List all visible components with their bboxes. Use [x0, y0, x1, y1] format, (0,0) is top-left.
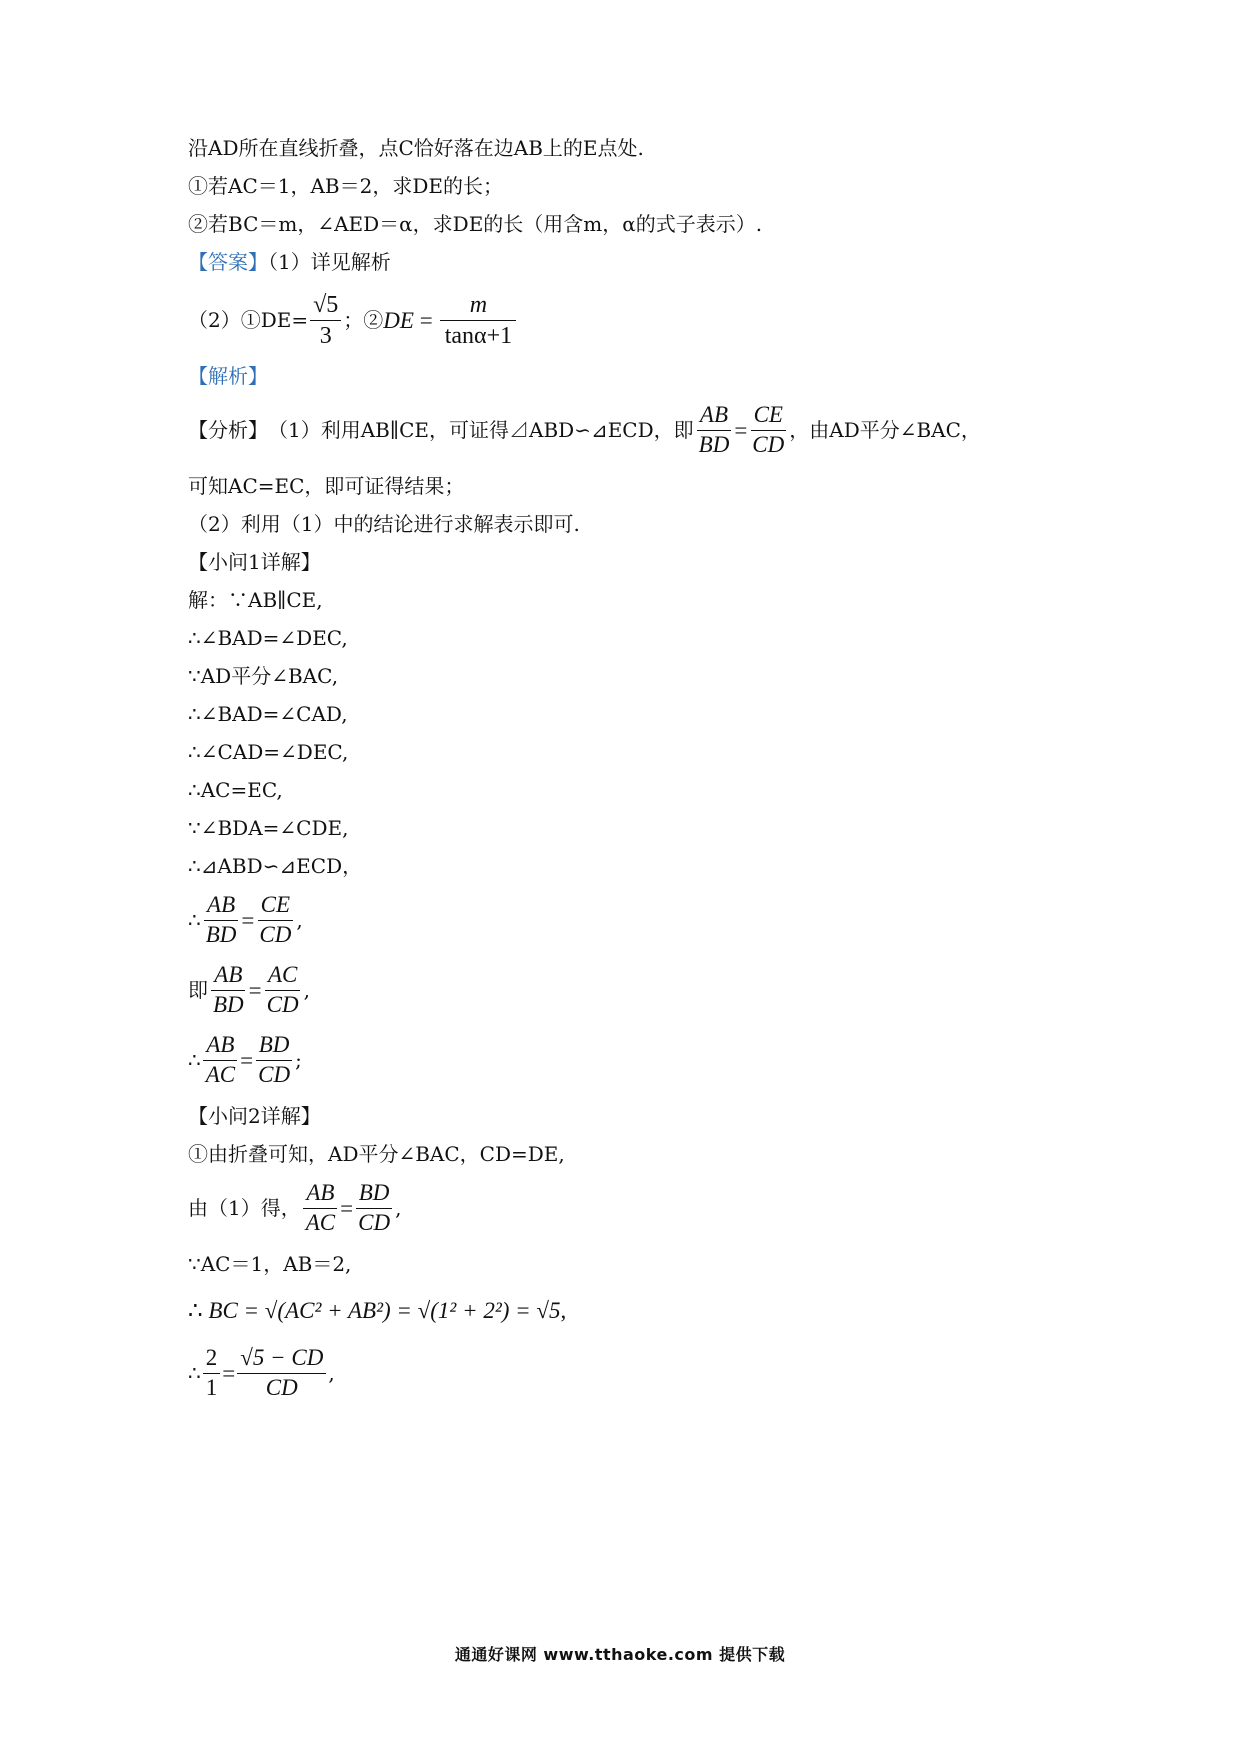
fenxi-row-2: 可知AC=EC，即可证得结果； [188, 474, 465, 498]
therefore-symbol: ∴ [188, 1361, 201, 1385]
fraction-ce-cd [256, 891, 294, 950]
fraction-numerator: 2 [203, 1344, 221, 1374]
fraction-numerator: AC [265, 961, 300, 991]
therefore-symbol: ∴ [188, 908, 201, 932]
step-11: ∴ $\frac{AB}{AC}$ = $\frac{BD}{CD}$ ; [188, 1030, 302, 1090]
step-3: ∵AD平分∠BAC, [188, 664, 339, 688]
fraction-numerator: m [440, 290, 516, 321]
therefore-symbol: ∴ [188, 1297, 203, 1323]
problem-line-2: ①若AC＝1，AB＝2，求DE的长； [188, 174, 503, 198]
fraction-numerator: AB [697, 401, 731, 431]
fraction-denominator: CD [358, 1209, 391, 1235]
step-2-4: ∴ BC = √(AC² + AB²) = √(1² + 2²) = √5 , [188, 1297, 567, 1323]
answer-tag: 【答案】 [188, 250, 268, 274]
fraction-numerator: AB [303, 1179, 337, 1209]
fraction-denominator: CD [259, 921, 292, 947]
problem-line-3: ②若BC＝m，∠AED＝α，求DE的长（用含m，α的式子表示）. [188, 212, 763, 236]
step-4: ∴∠BAD=∠CAD, [188, 702, 348, 726]
fenxi-text-1: （1）利用AB∥CE，可证得⊿ABD∽⊿ECD，即 [268, 418, 694, 442]
step-prefix: 即 [188, 978, 208, 1002]
fraction-numerator: CE [751, 401, 786, 431]
step-7: ∵∠BDA=∠CDE, [188, 816, 349, 840]
fraction-ab-ac [203, 1031, 238, 1090]
fraction-denominator: tanα+1 [444, 322, 513, 349]
answer-row [188, 252, 391, 272]
fraction-numerator: BD [256, 1031, 293, 1061]
answer-part-1: （1）详见解析 [268, 250, 391, 274]
answer-fraction-1 [310, 290, 341, 351]
fenxi-tag: 【分析】 [188, 418, 268, 442]
fraction-denominator: AC [205, 1061, 236, 1087]
fraction-bd-cd [255, 1031, 293, 1090]
fraction-bd-cd [355, 1179, 393, 1238]
fraction-ce-cd [749, 401, 787, 460]
fraction-2-1 [203, 1344, 221, 1403]
fraction-denominator: 3 [319, 322, 332, 349]
page-footer: 通通好课网 www.tthaoke.com 提供下载 [454, 1645, 786, 1664]
answer-row-2: （2）①DE= $\frac{√5}{3}$ ；② DE = $\frac{m}{\tan\alpha+1}$ [188, 292, 518, 348]
fraction-numerator: AB [203, 1031, 237, 1061]
fraction-numerator: √5 − CD [237, 1344, 326, 1374]
q2-title: 【小问2详解】 [188, 1104, 321, 1128]
fraction-ab-bd [210, 961, 247, 1020]
fenxi-text-2: ，由AD平分∠BAC， [789, 418, 981, 442]
fraction-numerator: √5 [310, 290, 341, 321]
fraction-denominator: AC [305, 1209, 336, 1235]
fraction-denominator: 1 [205, 1374, 218, 1400]
bc-formula: BC = √(AC² + AB²) = √(1² + 2²) = √5 [208, 1297, 561, 1323]
fraction-ac-cd [264, 961, 302, 1020]
fraction-ab-bd [696, 401, 733, 460]
fraction-denominator: CD [266, 991, 299, 1017]
step-6: ∴AC=EC, [188, 778, 283, 802]
analysis-tag: 【解析】 [188, 364, 268, 388]
step-2-3: ∵AC＝1，AB＝2, [188, 1252, 352, 1276]
fraction-denominator: CD [265, 1374, 298, 1400]
step-8: ∴⊿ABD∽⊿ECD， [188, 854, 363, 878]
fraction-denominator: BD [698, 431, 730, 457]
answer-part-2-mid: ；② [343, 308, 384, 332]
step-prefix: 由（1）得， [188, 1196, 301, 1220]
answer-fraction-2 [440, 290, 516, 351]
step-2-2: 由（1）得， $\frac{AB}{AC}$ = $\frac{BD}{CD}$ , [188, 1178, 401, 1238]
answer-de-label: DE [383, 307, 414, 333]
fraction-sqrt5-minus-cd [237, 1344, 326, 1403]
fraction-ab-bd [203, 891, 240, 950]
fraction-numerator: CE [258, 891, 293, 921]
fenxi-row-1: 【分析】 （1）利用AB∥CE，可证得⊿ABD∽⊿ECD，即 $\frac{AB}{BD}$ = $\frac{CE}{CD}$ ，由AD平分∠BAC， [188, 400, 981, 460]
fraction-denominator: BD [205, 921, 237, 947]
fraction-ab-ac [303, 1179, 338, 1238]
step-1: 解：∵AB∥CE, [188, 588, 323, 612]
answer-part-2-prefix: （2）①DE= [188, 308, 309, 332]
fraction-numerator: AB [211, 961, 245, 991]
fraction-numerator: BD [356, 1179, 393, 1209]
q1-title: 【小问1详解】 [188, 550, 321, 574]
step-5: ∴∠CAD=∠DEC, [188, 740, 349, 764]
therefore-symbol: ∴ [188, 1048, 201, 1072]
step-9: ∴ $\frac{AB}{BD}$ = $\frac{CE}{CD}$ , [188, 890, 303, 950]
fenxi-row-3: （2）利用（1）中的结论进行求解表示即可. [188, 512, 580, 536]
step-2: ∴∠BAD=∠DEC, [188, 626, 348, 650]
fraction-denominator: BD [213, 991, 244, 1017]
fraction-denominator: CD [258, 1061, 291, 1087]
problem-line-1: 沿AD所在直线折叠，点C恰好落在边AB上的E点处. [188, 136, 644, 160]
step-2-5: ∴ $\frac{2}{1}$ = $\frac{√5 - CD}{CD}$ , [188, 1340, 335, 1406]
fraction-numerator: AB [204, 891, 238, 921]
step-2-1: ①由折叠可知，AD平分∠BAC，CD=DE, [188, 1142, 565, 1166]
fraction-denominator: CD [752, 431, 785, 457]
step-10: 即 $\frac{AB}{BD}$ = $\frac{AC}{CD}$ , [188, 960, 310, 1020]
